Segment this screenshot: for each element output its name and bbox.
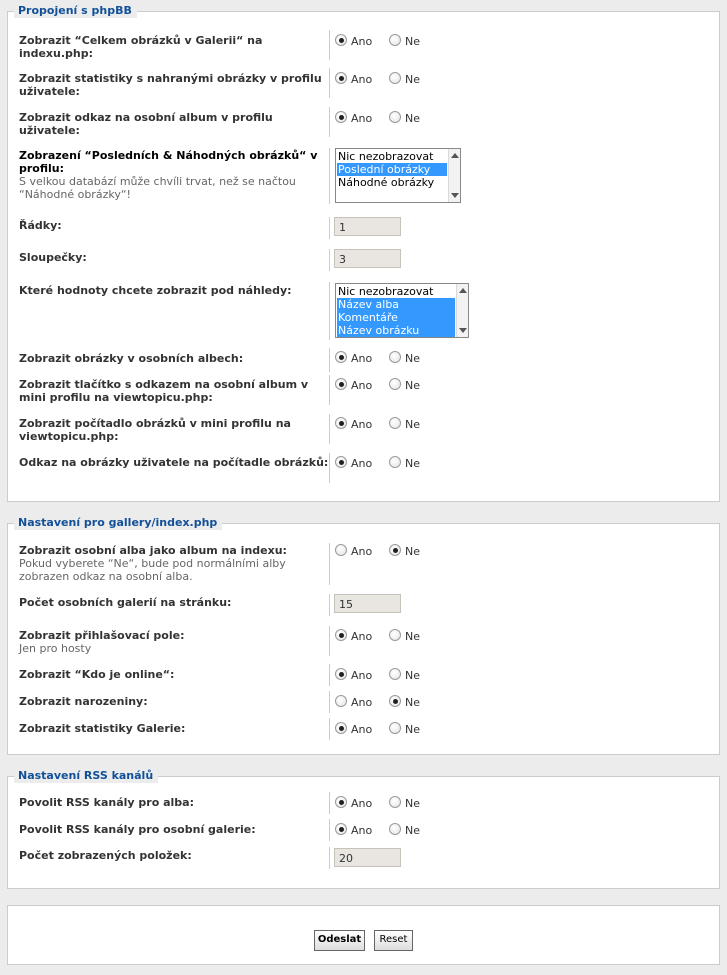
row-divider (329, 217, 330, 239)
no-radio[interactable] (389, 351, 401, 363)
recent-random-select[interactable] (335, 148, 461, 203)
setting-row (8, 351, 719, 375)
yes-radio[interactable] (335, 378, 347, 390)
no-radio[interactable] (389, 823, 401, 835)
setting-label: Zobrazit odkaz na osobní album v profilu uživatele: (19, 111, 273, 137)
no-label: Ne (405, 457, 420, 470)
setting-row (8, 283, 719, 339)
setting-label: Odkaz na obrázky uživatele na počítadle obrázků: (19, 456, 329, 469)
row-divider (329, 664, 330, 686)
yes-label: Ano (351, 696, 373, 709)
row-divider (329, 819, 330, 841)
setting-label (19, 629, 331, 655)
no-label: Ne (405, 669, 420, 682)
no-label: Ne (405, 352, 420, 365)
listbox-scrollbar[interactable] (456, 284, 468, 337)
no-radio[interactable] (389, 695, 401, 707)
scroll-up-icon[interactable] (459, 288, 467, 293)
setting-row (8, 667, 719, 689)
no-radio[interactable] (389, 111, 401, 123)
select-option[interactable]: Nic nezobrazovat (338, 150, 434, 163)
row-divider (329, 718, 330, 740)
setting-row (8, 417, 719, 451)
setting-label-text: Zobrazení “Posledních & Náhodných obrázků“ v profilu: (19, 149, 318, 175)
no-label: Ne (405, 630, 420, 643)
setting-label-text: Zobrazit přihlašovací pole: (19, 629, 185, 642)
yes-label: Ano (351, 630, 373, 643)
row-divider (329, 543, 330, 585)
yes-label: Ano (351, 723, 373, 736)
setting-label: Zobrazit tlačítko s odkazem na osobní album v mini profilu na viewtopicu.php: (19, 378, 309, 404)
yes-label: Ano (351, 797, 373, 810)
setting-label: Zobrazit “Kdo je online“: (19, 668, 175, 681)
no-label: Ne (405, 35, 420, 48)
no-radio[interactable] (389, 796, 401, 808)
yes-radio[interactable] (335, 629, 347, 641)
gallery-index-section-title: Nastavení pro gallery/index.php (14, 516, 222, 530)
row-divider (329, 626, 330, 656)
setting-label: Zobrazit statistiky s nahranými obrázky v profilu uživatele: (19, 72, 322, 98)
submit-section (7, 905, 720, 965)
setting-row (8, 456, 719, 490)
row-divider (329, 107, 330, 137)
no-radio[interactable] (389, 456, 401, 468)
row-divider (329, 30, 330, 60)
row-divider (329, 249, 330, 271)
row-divider (329, 375, 330, 405)
no-radio[interactable] (389, 722, 401, 734)
no-radio[interactable] (389, 417, 401, 429)
submit-button[interactable]: Odeslat (314, 930, 365, 951)
select-option[interactable]: Poslední obrázky (337, 163, 447, 176)
yes-radio[interactable] (335, 695, 347, 707)
setting-label: Zobrazit “Celkem obrázků v Galerii“ na indexu.php: (19, 34, 263, 60)
no-radio[interactable] (389, 629, 401, 641)
yes-radio[interactable] (335, 823, 347, 835)
thumbnail-values-select[interactable] (335, 283, 469, 338)
setting-label: Zobrazit statistiky Galerie: (19, 722, 186, 735)
setting-label: Zobrazit počítadlo obrázků v mini profilu na viewtopicu.php: (19, 417, 291, 443)
setting-row (8, 694, 719, 716)
phpbb-section (7, 4, 720, 502)
yes-label: Ano (351, 457, 373, 470)
no-radio[interactable] (389, 544, 401, 556)
setting-label: Počet osobních galerií na stránku: (19, 596, 232, 609)
no-radio[interactable] (389, 34, 401, 46)
row-divider (329, 453, 330, 483)
yes-label: Ano (351, 418, 373, 431)
no-label: Ne (405, 379, 420, 392)
select-option[interactable]: Komentáře (337, 311, 455, 324)
yes-label: Ano (351, 35, 373, 48)
setting-row (8, 822, 719, 844)
no-label: Ne (405, 824, 420, 837)
setting-label: Zobrazit narozeniny: (19, 695, 148, 708)
no-label: Ne (405, 545, 420, 558)
no-label: Ne (405, 112, 420, 125)
personal-galleries-per-page-input[interactable]: 15 (334, 594, 401, 613)
no-label: Ne (405, 418, 420, 431)
row-divider (329, 847, 330, 869)
rss-items-count-input[interactable]: 20 (334, 848, 401, 867)
setting-label (19, 544, 331, 583)
row-divider (329, 282, 330, 340)
yes-radio[interactable] (335, 351, 347, 363)
setting-explain: Jen pro hosty (19, 642, 92, 655)
select-option[interactable]: Náhodné obrázky (338, 176, 435, 189)
scroll-down-icon[interactable] (451, 193, 459, 198)
setting-row (8, 111, 719, 145)
yes-label: Ano (351, 824, 373, 837)
select-option[interactable]: Název obrázku (337, 324, 455, 337)
columns-input[interactable]: 3 (334, 249, 401, 268)
row-divider (329, 594, 330, 616)
rows-input[interactable]: 1 (334, 217, 401, 236)
listbox-scrollbar[interactable] (448, 149, 460, 202)
setting-label (19, 149, 331, 201)
setting-row (8, 795, 719, 817)
no-label: Ne (405, 797, 420, 810)
rss-section-title: Nastavení RSS kanálů (14, 769, 158, 783)
yes-label: Ano (351, 545, 373, 558)
setting-label: Řádky: (19, 219, 62, 232)
setting-row (8, 249, 719, 271)
select-option[interactable]: Nic nezobrazovat (338, 285, 434, 298)
no-radio[interactable] (389, 668, 401, 680)
setting-row (8, 378, 719, 412)
setting-label-text: Zobrazit osobní alba jako album na indexu: (19, 544, 287, 557)
yes-label: Ano (351, 73, 373, 86)
yes-label: Ano (351, 379, 373, 392)
scroll-down-icon[interactable] (459, 328, 467, 333)
yes-radio[interactable] (335, 72, 347, 84)
setting-row (8, 544, 719, 590)
setting-row (8, 721, 719, 743)
yes-radio[interactable] (335, 34, 347, 46)
row-divider (329, 792, 330, 814)
setting-label: Povolit RSS kanály pro alba: (19, 796, 194, 809)
row-divider (329, 68, 330, 98)
phpbb-section-title: Propojení s phpBB (14, 4, 137, 18)
yes-label: Ano (351, 112, 373, 125)
select-option[interactable]: Název alba (337, 298, 455, 311)
yes-label: Ano (351, 669, 373, 682)
setting-row (8, 628, 719, 662)
row-divider (329, 691, 330, 713)
yes-radio[interactable] (335, 668, 347, 680)
no-radio[interactable] (389, 378, 401, 390)
setting-row (8, 72, 719, 106)
no-label: Ne (405, 696, 420, 709)
setting-explain: Pokud vyberete “Ne“, bude pod normálními alby zobrazen odkaz na osobní alba. (19, 557, 286, 583)
yes-radio[interactable] (335, 456, 347, 468)
row-divider (329, 414, 330, 444)
setting-row (8, 217, 719, 239)
reset-button[interactable]: Reset (374, 930, 413, 951)
no-label: Ne (405, 73, 420, 86)
no-label: Ne (405, 723, 420, 736)
setting-explain: S velkou databází může chvíli trvat, než se načtou “Náhodné obrázky“! (19, 175, 296, 201)
setting-label: Sloupečky: (19, 251, 87, 264)
gallery-index-section (7, 516, 720, 755)
setting-row (8, 149, 719, 209)
setting-row (8, 34, 719, 68)
setting-label: Zobrazit obrázky v osobních albech: (19, 352, 244, 365)
scroll-up-icon[interactable] (451, 153, 459, 158)
setting-label: Povolit RSS kanály pro osobní galerie: (19, 823, 256, 836)
rss-section (7, 769, 720, 889)
yes-radio[interactable] (335, 544, 347, 556)
row-divider (329, 348, 330, 372)
yes-radio[interactable] (335, 722, 347, 734)
no-radio[interactable] (389, 72, 401, 84)
row-divider (329, 148, 330, 204)
setting-row (8, 848, 719, 870)
yes-radio[interactable] (335, 111, 347, 123)
setting-label: Počet zobrazených položek: (19, 849, 192, 862)
yes-radio[interactable] (335, 796, 347, 808)
yes-radio[interactable] (335, 417, 347, 429)
setting-label: Které hodnoty chcete zobrazit pod náhledy: (19, 284, 292, 297)
setting-row (8, 594, 719, 616)
yes-label: Ano (351, 352, 373, 365)
